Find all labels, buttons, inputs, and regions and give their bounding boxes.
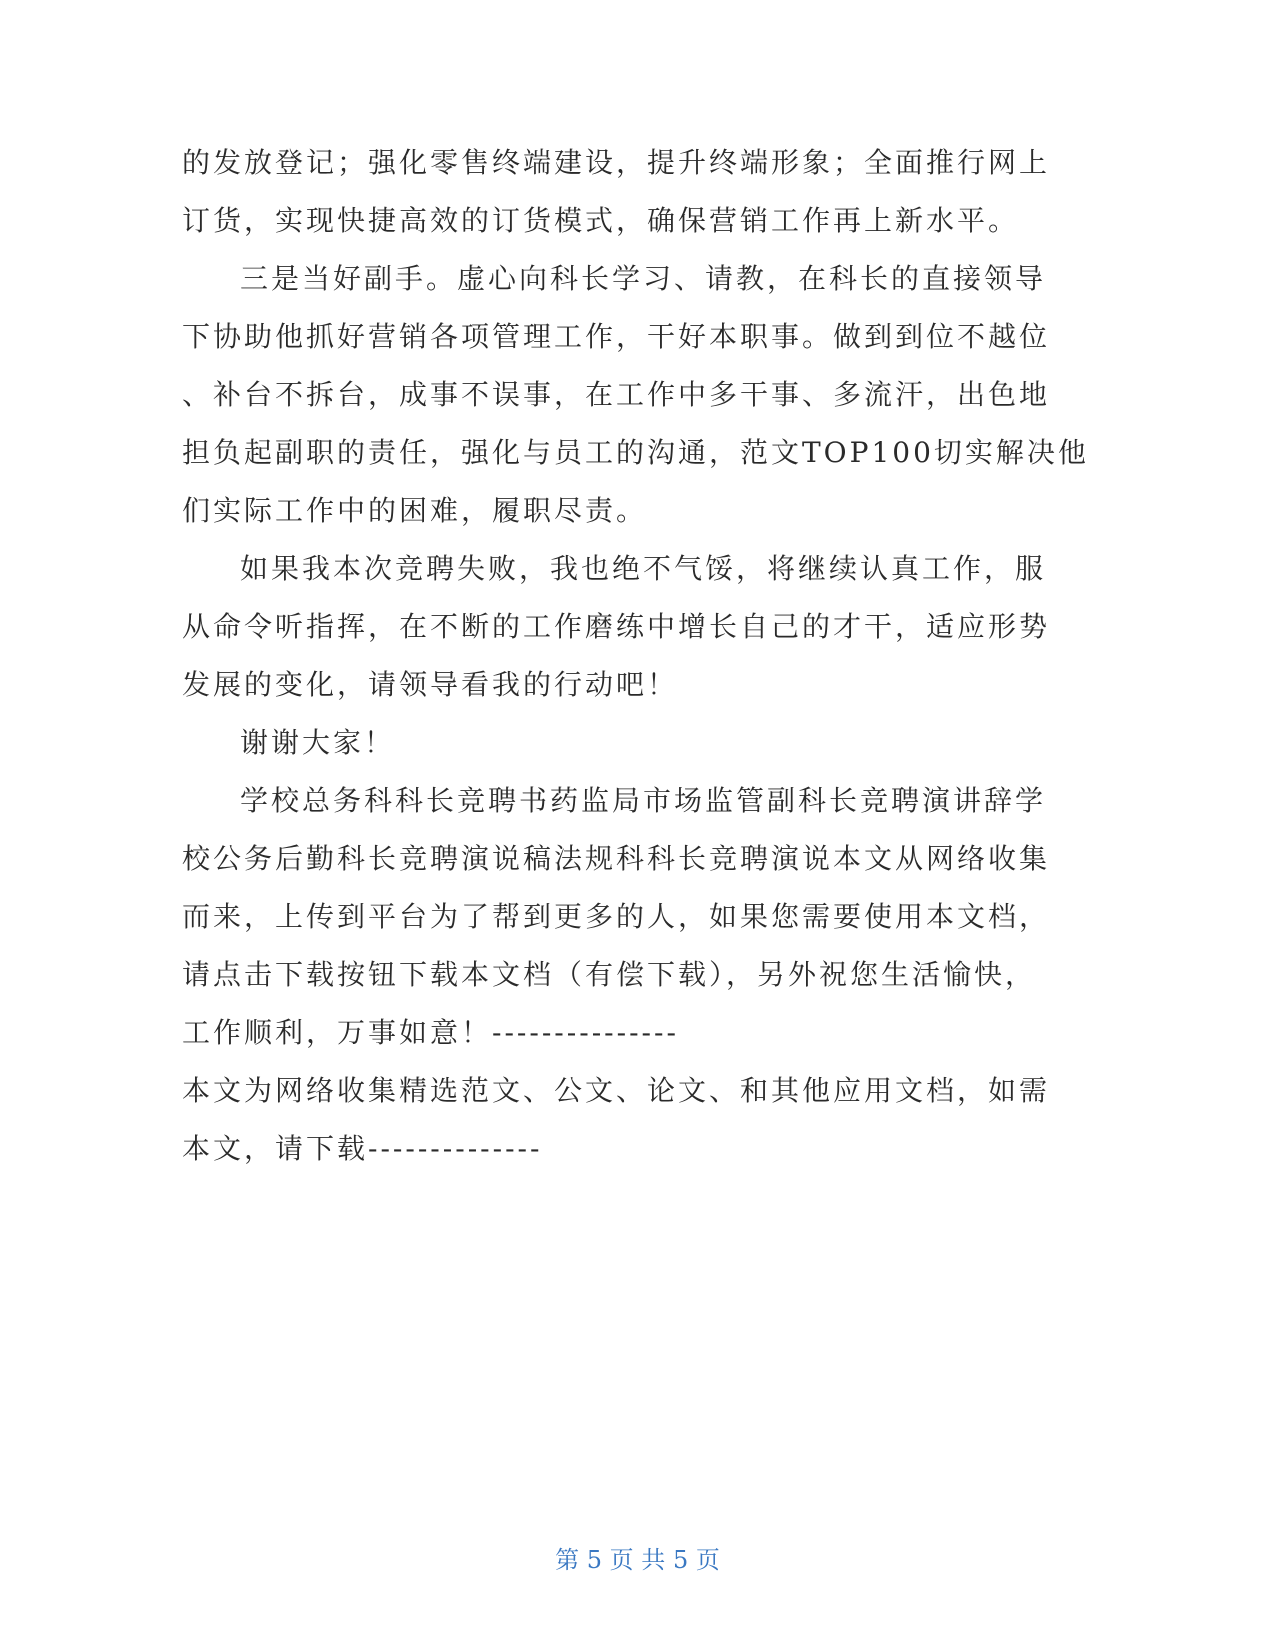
- line-text: 学校总务科科长竞聘书药监局市场监管副科长竞聘演讲辞学: [240, 784, 1047, 817]
- text-line: [0, 598, 1275, 656]
- text-line: [0, 656, 1275, 714]
- line-text: 工作顺利，万事如意！---------------: [182, 1016, 679, 1049]
- text-line: [0, 714, 1275, 772]
- text-line: [0, 308, 1275, 366]
- page-number-label: 第 5 页 共 5 页: [555, 1546, 720, 1574]
- text-line: [0, 366, 1275, 424]
- line-text: 三是当好副手。虚心向科长学习、请教，在科长的直接领导: [240, 262, 1047, 295]
- text-line: [0, 1004, 1275, 1062]
- page-footer: [0, 1540, 1275, 1575]
- text-line: [0, 888, 1275, 946]
- line-text: 本文为网络收集精选范文、公文、论文、和其他应用文档，如需: [182, 1074, 1051, 1107]
- line-text: 从命令听指挥，在不断的工作磨练中增长自己的才干，适应形势: [182, 610, 1051, 643]
- text-line: [0, 1120, 1275, 1178]
- line-text: 、补台不拆台，成事不误事，在工作中多干事、多流汗，出色地: [182, 378, 1051, 411]
- line-text: 们实际工作中的困难，履职尽责。: [182, 494, 648, 527]
- text-line: [0, 134, 1275, 192]
- line-text: 发展的变化，请领导看我的行动吧！: [182, 668, 679, 701]
- text-line: [0, 830, 1275, 888]
- text-line: [0, 482, 1275, 540]
- line-text: 如果我本次竞聘失败，我也绝不气馁，将继续认真工作，服: [240, 552, 1047, 585]
- text-line: [0, 1062, 1275, 1120]
- line-text: 而来，上传到平台为了帮到更多的人，如果您需要使用本文档，: [182, 900, 1051, 933]
- line-text: 的发放登记；强化零售终端建设，提升终端形象；全面推行网上: [182, 146, 1051, 179]
- text-line: [0, 250, 1275, 308]
- text-line: [0, 192, 1275, 250]
- line-text: 谢谢大家！: [240, 726, 396, 759]
- text-line: [0, 946, 1275, 1004]
- text-line: [0, 424, 1275, 482]
- line-text: 担负起副职的责任，强化与员工的沟通，范文TOP100切实解决他: [182, 436, 1089, 469]
- text-line: [0, 540, 1275, 598]
- line-text: 下协助他抓好营销各项管理工作，干好本职事。做到到位不越位: [182, 320, 1051, 353]
- line-text: 本文，请下载--------------: [182, 1132, 543, 1165]
- text-line: [0, 772, 1275, 830]
- line-text: 订货，实现快捷高效的订货模式，确保营销工作再上新水平。: [182, 204, 1020, 237]
- line-text: 请点击下载按钮下载本文档（有偿下载），另外祝您生活愉快，: [182, 958, 1037, 991]
- line-text: 校公务后勤科长竞聘演说稿法规科科长竞聘演说本文从网络收集: [182, 842, 1051, 875]
